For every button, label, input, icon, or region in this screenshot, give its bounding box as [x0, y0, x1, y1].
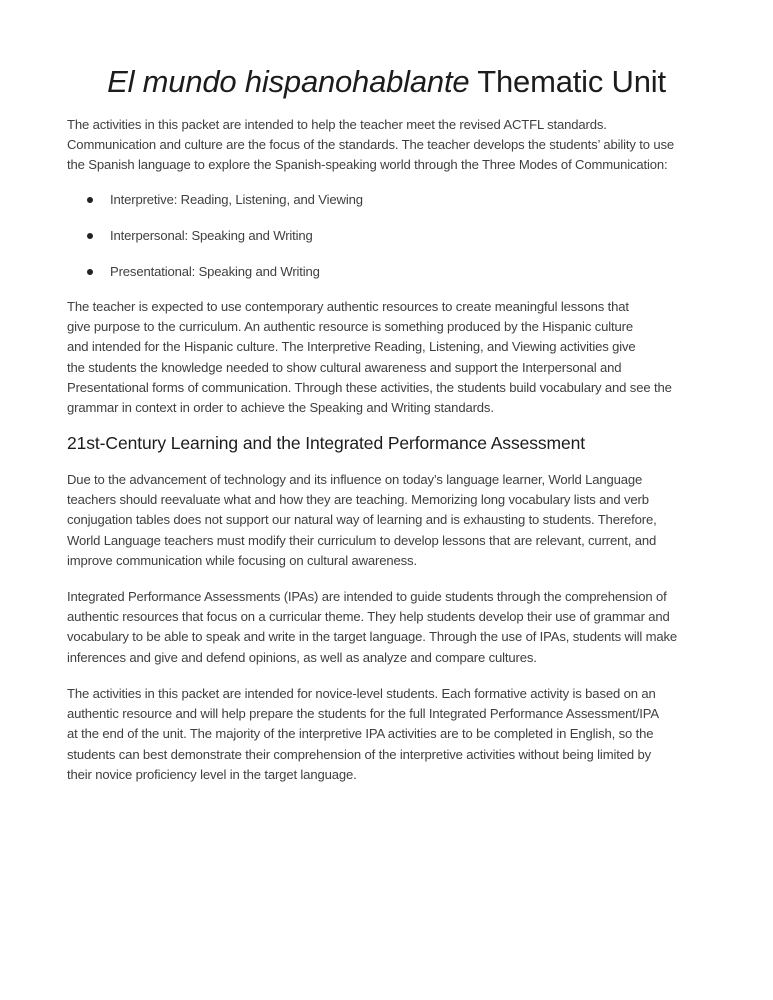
text-line: their novice proficiency level in the target language.: [67, 766, 357, 782]
text-line: students can best demonstrate their comprehension of the interpretive activities without being limited by: [67, 746, 651, 762]
text-line: The teacher is expected to use contemporary authentic resources to create meaningful lessons that: [67, 299, 629, 314]
text-line: the Spanish language to explore the Spanish-speaking world through the Three Modes of Communication:: [67, 157, 668, 173]
section-heading: 21st-Century Learning and the Integrated Performance Assessment: [67, 433, 586, 453]
ipa-paragraph: [67, 587, 717, 668]
list-item: [67, 225, 707, 261]
list-item: [67, 189, 707, 225]
text-line: authentic resources that focus on a curricular theme. They help students develop their use of grammar and: [67, 609, 670, 625]
text-line: give purpose to the curriculum. An authentic resource is something produced by the Hispanic culture: [67, 319, 633, 335]
page-title-rest: Thematic Unit: [469, 64, 666, 99]
text-line: improve communication while focusing on cultural awareness.: [67, 552, 417, 568]
text-line: The activities in this packet are intended for novice-level students. Each formative activity is based on an: [67, 686, 656, 701]
text-line: grammar in context in order to achieve the Speaking and Writing standards.: [67, 400, 494, 416]
bullet-icon: [87, 197, 93, 203]
intro-paragraph: [67, 115, 717, 176]
list-item-text: Interpersonal: Speaking and Writing: [110, 228, 313, 243]
text-line: The activities in this packet are intended to help the teacher meet the revised ACTFL standards.: [67, 117, 607, 132]
text-line: Integrated Performance Assessments (IPAs) are intended to guide students through the comprehension of: [67, 589, 667, 604]
text-line: teachers should reevaluate what and how they are teaching. Memorizing long vocabulary lists and verb: [67, 492, 649, 508]
text-line: authentic resource and will help prepare the students for the full Integrated Performance Assessment/IPA: [67, 706, 659, 722]
list-item-text: Interpretive: Reading, Listening, and Viewing: [110, 192, 363, 207]
technology-paragraph: [67, 470, 717, 571]
page-title: [0, 60, 773, 104]
text-line: inferences and give and defend opinions, as well as analyze and compare cultures.: [67, 649, 537, 665]
text-line: the students the knowledge needed to show cultural awareness and support the Interpersonal and: [67, 359, 622, 375]
text-line: conjugation tables does not support our natural way of learning and is exhausting to students. Therefore,: [67, 512, 657, 528]
text-line: at the end of the unit. The majority of the interpretive IPA activities are to be completed in English, so the: [67, 726, 654, 742]
novice-paragraph: [67, 684, 717, 785]
list-item: [67, 261, 707, 297]
list-item-text: Presentational: Speaking and Writing: [110, 264, 320, 279]
text-line: and intended for the Hispanic culture. The Interpretive Reading, Listening, and Viewing activities give: [67, 339, 636, 355]
text-line: World Language teachers must modify their curriculum to develop lessons that are relevant, current, and: [67, 532, 657, 548]
bullet-icon: [87, 233, 93, 239]
text-line: Due to the advancement of technology and its influence on today’s language learner, World Language: [67, 472, 643, 487]
text-line: vocabulary to be able to speak and write in the target language. Through the use of IPAs, students will make: [67, 629, 678, 645]
authentic-resources-paragraph: [67, 297, 717, 418]
page-title-italic: El mundo hispanohablante: [107, 64, 470, 99]
communication-modes-list: [67, 189, 707, 297]
text-line: Communication and culture are the focus of the standards. The teacher develops the students’ ability to use: [67, 137, 674, 153]
bullet-icon: [87, 269, 93, 275]
text-line: Presentational forms of communication. Through these activities, the students build vocabulary and see the: [67, 379, 672, 395]
